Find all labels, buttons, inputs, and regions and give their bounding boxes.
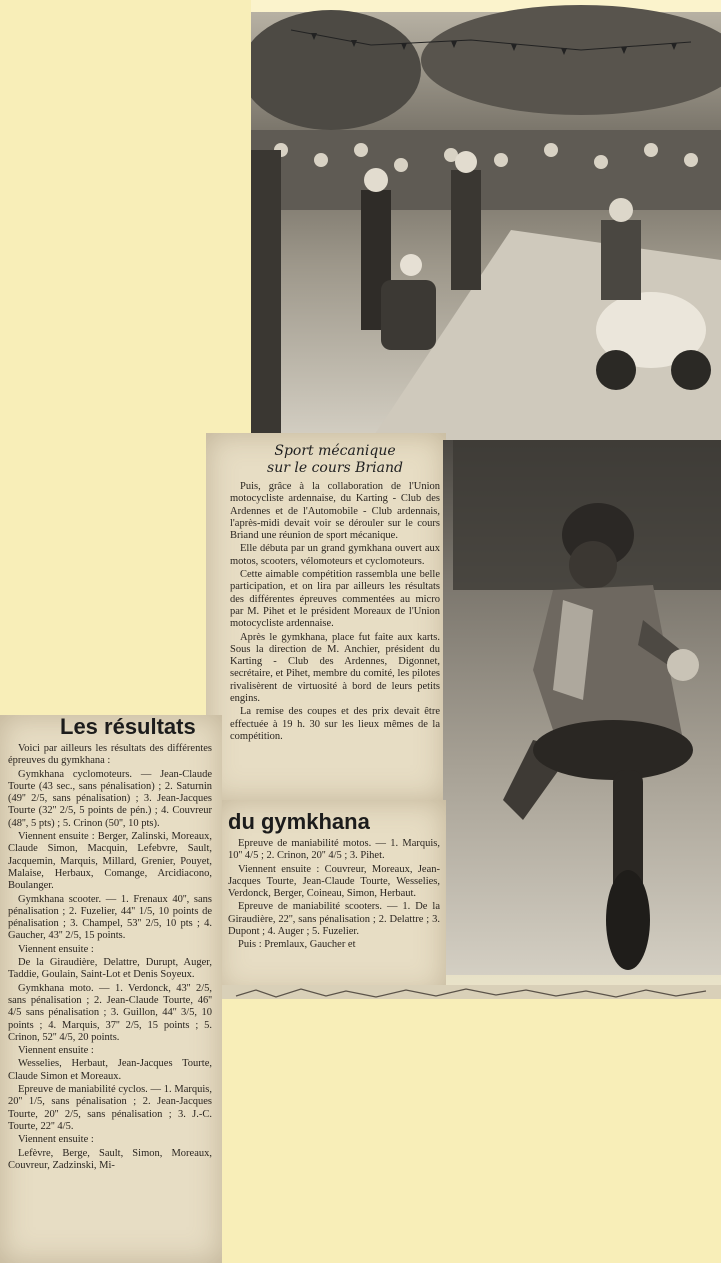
article-paragraph: Puis, grâce à la collaboration de l'Union motocycliste ardennaise, du Karting - Club des Ardennes et de l'Automobile - Club ardennais, l'après-midi devait voir se dérouler sur le cours Briand une réunion de sport mécanique. (230, 481, 440, 542)
results-body-left (8, 743, 212, 1173)
article-paragraph: Elle débuta par un grand gymkhana ouvert aux motos, scooters, vélomoteurs et cyclomoteurs. (230, 543, 440, 567)
crowd-photo (251, 0, 721, 440)
article-paragraph: Cette aimable compétition rassembla une belle participation, et on lira par ailleurs les résultats des différentes épreuves commentées au micro par M. Pihet et le président Moreaux de l'Union motocycliste ardennaise. (230, 569, 440, 630)
results-clipping-right (216, 800, 446, 995)
results-paragraph: Gymkhana scooter. — 1. Frenaux 40'', sans pénalisation ; 2. Fuzelier, 44'' 1/5, 10 points de pénalisation ; 3. Champel, 53'' 2/5, 10 pts ; 4. Gaucher, 43'' 2/5, 15 points. (8, 893, 212, 942)
results-paragraph: Viennent ensuite : Couvreur, Moreaux, Jean-Jacques Tourte, Jean-Claude Tourte, Wesselies, Verdonck, Berger, Coineau, Simon, Herbaut. (228, 863, 440, 900)
results-paragraph: Viennent ensuite : (18, 1045, 94, 1057)
article-paragraph: La remise des coupes et des prix devait être effectuée à 19 h. 30 sur les lieux mêmes de la compétition. (230, 706, 440, 742)
article-paragraph: Après le gymkhana, place fut faite aux karts. Sous la direction de M. Anchier, président du Karting - Club des Ardennes, Digonnet, secrétaire, et Pihet, membre du comité, les pilotes rivalisèrent de virtuosité à bord de leurs petits engins. (230, 631, 440, 705)
results-paragraph: Gymkhana cyclomoteurs. — Jean-Claude Tourte (43 sec., sans pénalisation) ; 2. Saturnin (49'' 2/5, sans pénalisation) ; 3. Jean-Jacques Tourte (32'' 2/5, 5 points de pén.) ; 4. Couvreur (48'', 5 pts) ; 5. Crinon (50'', 10 pts). (8, 768, 212, 829)
motorcyclist-photo (443, 440, 721, 985)
results-body-right (228, 838, 440, 953)
results-paragraph: Wesselies, Herbaut, Jean-Jacques Tourte, Claude Simon et Moreaux. (8, 1058, 212, 1082)
results-clipping-left (0, 715, 222, 1263)
torn-strip (216, 985, 721, 999)
results-paragraph: Viennent ensuite : Berger, Zalinski, Moreaux, Claude Simon, Macquin, Lefebvre, Sault, Jacquemin, Marquis, Millard, Grenier, Pouyet, Malaise, Herbaux, Comange, Arcidiacono, Boulanger. (8, 831, 212, 892)
results-heading-left: Les résultats (60, 715, 196, 739)
results-heading-right: du gymkhana (228, 809, 370, 834)
results-paragraph: Epreuve de maniabilité motos. — 1. Marquis, 10'' 4/5 ; 2. Crinon, 20'' 4/5 ; 3. Pihet. (228, 838, 440, 862)
article-headline-line2: sur le cours Briand (267, 460, 403, 476)
results-paragraph: Voici par ailleurs les résultats des différentes épreuves du gymkhana : (8, 743, 212, 767)
article-clipping (206, 433, 446, 801)
results-paragraph: Lefèvre, Berge, Sault, Simon, Moreaux, Couvreur, Zadzinski, Mi- (8, 1147, 212, 1171)
results-paragraph: Gymkhana moto. — 1. Verdonck, 43'' 2/5, sans pénalisation ; 2. Jean-Claude Tourte, 46'' 4/5 sans pénalisation ; 3. Guillon, 44'' 3/5, 10 points ; 4. Marquis, 37'' 2/5, 15 points ; 5. Crinon, 52'' 4/5, 20 points. (8, 982, 212, 1043)
results-paragraph: Viennent ensuite : (18, 1134, 94, 1146)
results-paragraph: De la Giraudière, Delattre, Durupt, Auger, Taddie, Goulain, Saint-Lot et Denis Soyeux. (8, 957, 212, 981)
results-paragraph: Epreuve de maniabilité cyclos. — 1. Marquis, 20'' 1/5, sans pénalisation ; 2. Jean-Jacques Tourte, 20'' 2/5, sans pénalisation ; 3. J.-C. Tourte, 22'' 4/5. (8, 1084, 212, 1132)
results-paragraph: Epreuve de maniabilité scooters. — 1. De la Giraudière, 22'', sans pénalisation ; 2. Delattre ; 3. Dupont ; 4. Auger ; 5. Fuzelier. (228, 901, 440, 938)
results-paragraph: Viennent ensuite : (18, 943, 94, 955)
article-headline-line1: Sport mécanique (274, 443, 396, 459)
results-paragraph: Puis : Premlaux, Gaucher et (238, 939, 356, 951)
article-body (230, 481, 440, 744)
